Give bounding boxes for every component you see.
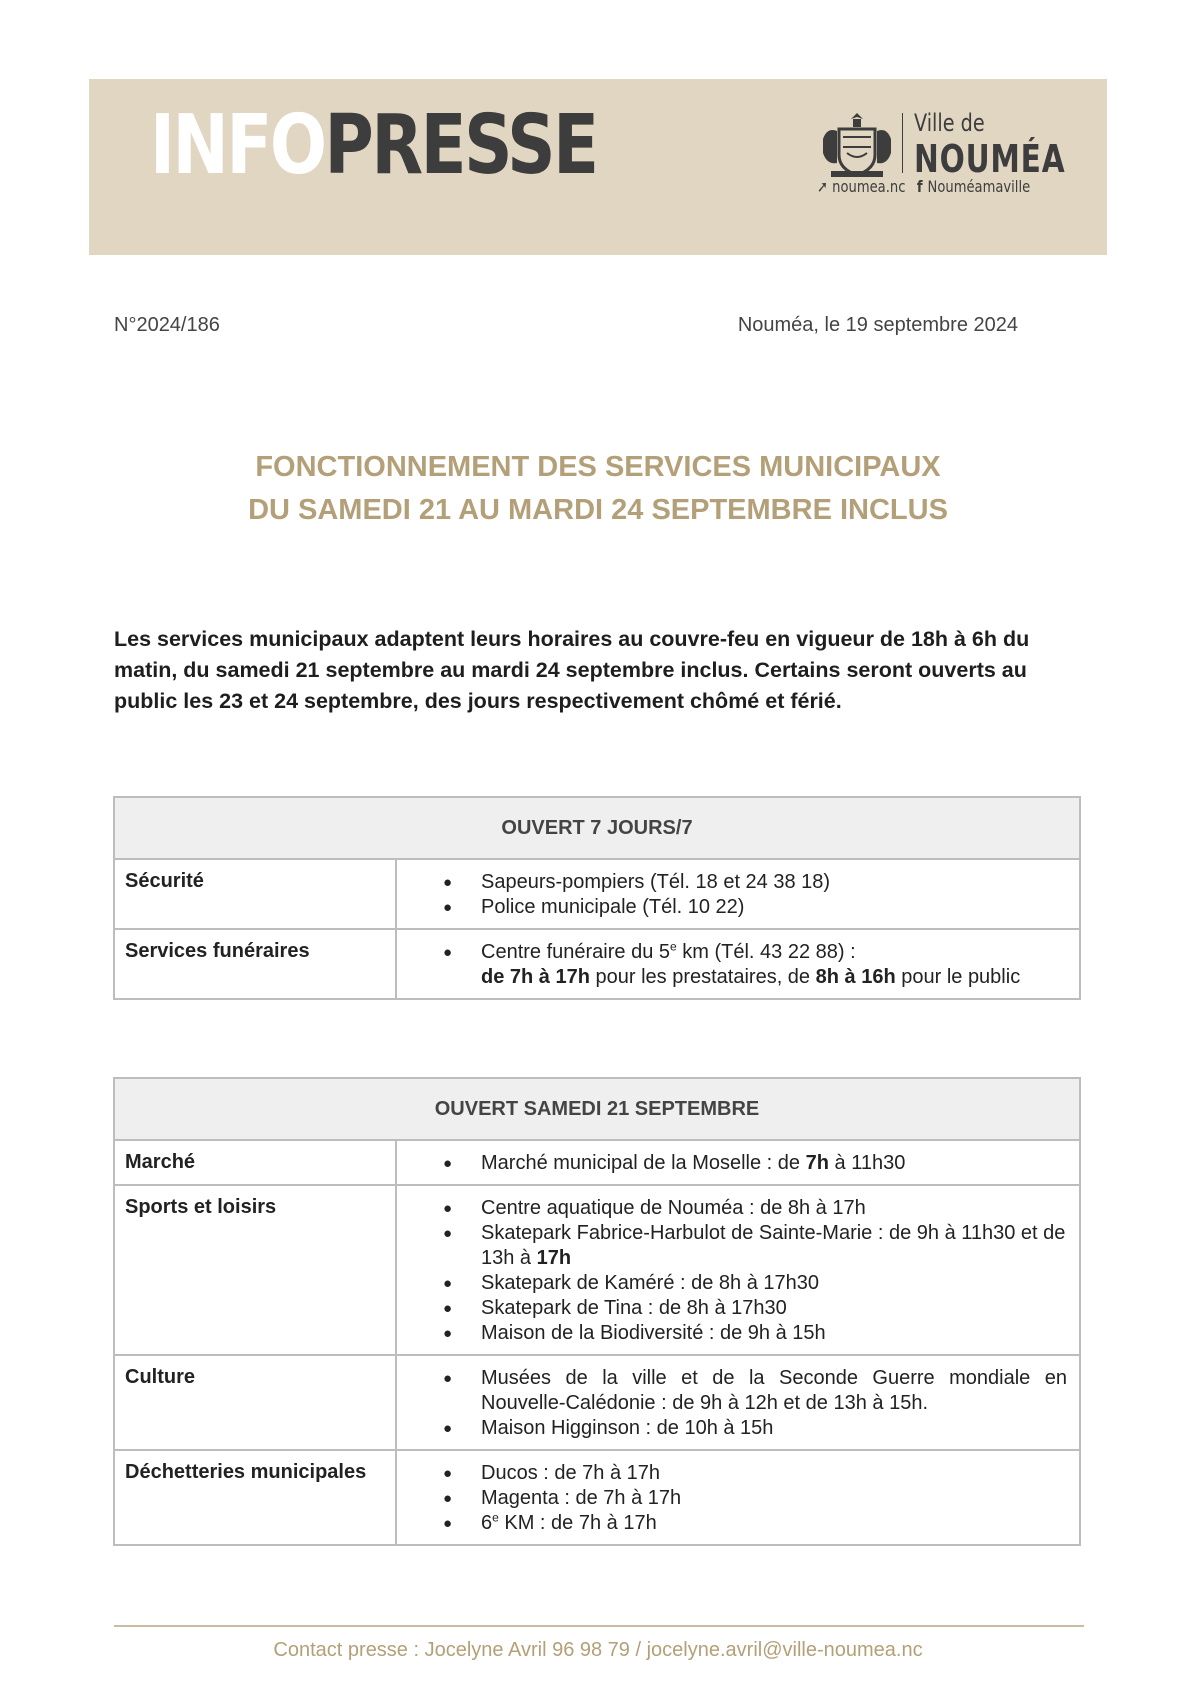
category-items xyxy=(396,1355,1080,1450)
table-row xyxy=(114,929,1080,999)
item-text: Marché municipal de la Moselle : de xyxy=(481,1152,806,1174)
table-row xyxy=(114,1450,1080,1545)
press-release-number: N°2024/186 xyxy=(114,314,220,336)
city-crest-icon xyxy=(817,109,897,181)
superscript: e xyxy=(492,1510,499,1525)
category-label: Sécurité xyxy=(114,859,396,929)
category-label: Marché xyxy=(114,1140,396,1185)
category-items xyxy=(396,929,1080,999)
list-item xyxy=(409,940,1067,990)
list-item: ● Skatepark de Tina : de 8h à 17h30 xyxy=(409,1296,1067,1321)
logo-divider xyxy=(902,113,903,173)
item-text: km (Tél. 43 22 88) : xyxy=(676,941,856,963)
item-text: KM : de 7h à 17h xyxy=(498,1512,657,1534)
list-item: ● Maison Higginson : de 10h à 15h xyxy=(409,1416,1067,1441)
hours-bold: de 7h à 17h xyxy=(481,966,590,988)
hours-bold: 17h xyxy=(536,1247,572,1269)
list-item: ● Centre aquatique de Nouméa : de 8h à 17h xyxy=(409,1196,1067,1221)
city-name: NOUMÉA xyxy=(914,137,1066,181)
list-item: ● Magenta : de 7h à 17h xyxy=(409,1486,1067,1511)
list-item xyxy=(409,1221,1067,1271)
logo-presse-text: PRESSE xyxy=(324,98,597,193)
table-row xyxy=(114,1355,1080,1450)
category-items xyxy=(396,1140,1080,1185)
title-line-2: DU SAMEDI 21 AU MARDI 24 SEPTEMBRE INCLUS xyxy=(248,494,948,526)
table-open-7-days xyxy=(113,796,1081,1000)
hours-bold: 8h à 16h xyxy=(815,966,896,988)
category-items xyxy=(396,1185,1080,1355)
table-heading: OUVERT 7 JOURS/7 xyxy=(114,797,1080,859)
press-release-date: Nouméa, le 19 septembre 2024 xyxy=(737,314,1018,336)
page-title xyxy=(89,446,1107,532)
intro-paragraph: Les services municipaux adaptent leurs horaires au couvre-feu en vigueur de 18h à 6h du matin, du samedi 21 septembre au mardi 24 septembre inclus. Certains seront ouverts au public les 23 et 24 septembre, des jours respectivement chômé et férié. xyxy=(114,627,1030,713)
list-item xyxy=(409,1511,1067,1536)
item-text: Skatepark Fabrice-Harbulot de Sainte-Marie : de 9h à 11h30 et de 13h à xyxy=(481,1222,1066,1269)
title-line-1: FONCTIONNEMENT DES SERVICES MUNICIPAUX xyxy=(255,451,941,483)
facebook-icon: f xyxy=(916,177,923,196)
superscript: e xyxy=(670,939,677,954)
category-items xyxy=(396,1450,1080,1545)
table-open-saturday xyxy=(113,1077,1081,1546)
table-heading: OUVERT SAMEDI 21 SEPTEMBRE xyxy=(114,1078,1080,1140)
send-icon: ➚ xyxy=(817,177,828,196)
website-link[interactable]: noumea.nc xyxy=(832,177,906,196)
facebook-link[interactable]: Nouméamaville xyxy=(927,177,1031,196)
table-row xyxy=(114,1140,1080,1185)
list-item: ● Sapeurs-pompiers (Tél. 18 et 24 38 18) xyxy=(409,870,1067,895)
list-item: ● Police municipale (Tél. 10 22) xyxy=(409,895,1067,920)
list-item: ● Musées de la ville et de la Seconde Guerre mondiale en Nouvelle-Calédonie : de 9h à 12h et de 13h à 15h. xyxy=(409,1366,1067,1416)
category-items xyxy=(396,859,1080,929)
header-banner xyxy=(89,79,1107,255)
item-text: 6 xyxy=(481,1512,493,1534)
item-text: Centre funéraire du 5 xyxy=(481,941,671,963)
category-label: Déchetteries municipales xyxy=(114,1450,396,1545)
social-links xyxy=(817,177,1030,196)
category-label: Culture xyxy=(114,1355,396,1450)
list-item: ● Maison de la Biodiversité : de 9h à 15h xyxy=(409,1321,1067,1346)
footer-divider xyxy=(114,1625,1084,1627)
list-item: ● Ducos : de 7h à 17h xyxy=(409,1461,1067,1486)
table-row xyxy=(114,1185,1080,1355)
infopresse-logo xyxy=(150,98,597,193)
category-label: Services funéraires xyxy=(114,929,396,999)
logo-info-text: INFO xyxy=(150,98,325,193)
list-item: ● Skatepark de Kaméré : de 8h à 17h30 xyxy=(409,1271,1067,1296)
item-text: pour le public xyxy=(895,966,1021,988)
list-item xyxy=(409,1151,1067,1176)
item-text: à 11h30 xyxy=(828,1152,906,1174)
category-label: Sports et loisirs xyxy=(114,1185,396,1355)
city-prefix: Ville de xyxy=(914,109,985,137)
item-text: pour les prestataires, de xyxy=(589,966,816,988)
hours-bold: 7h xyxy=(805,1152,829,1174)
press-contact: Contact presse : Jocelyne Avril 96 98 79 / jocelyne.avril@ville-noumea.nc xyxy=(273,1639,923,1661)
table-row xyxy=(114,859,1080,929)
